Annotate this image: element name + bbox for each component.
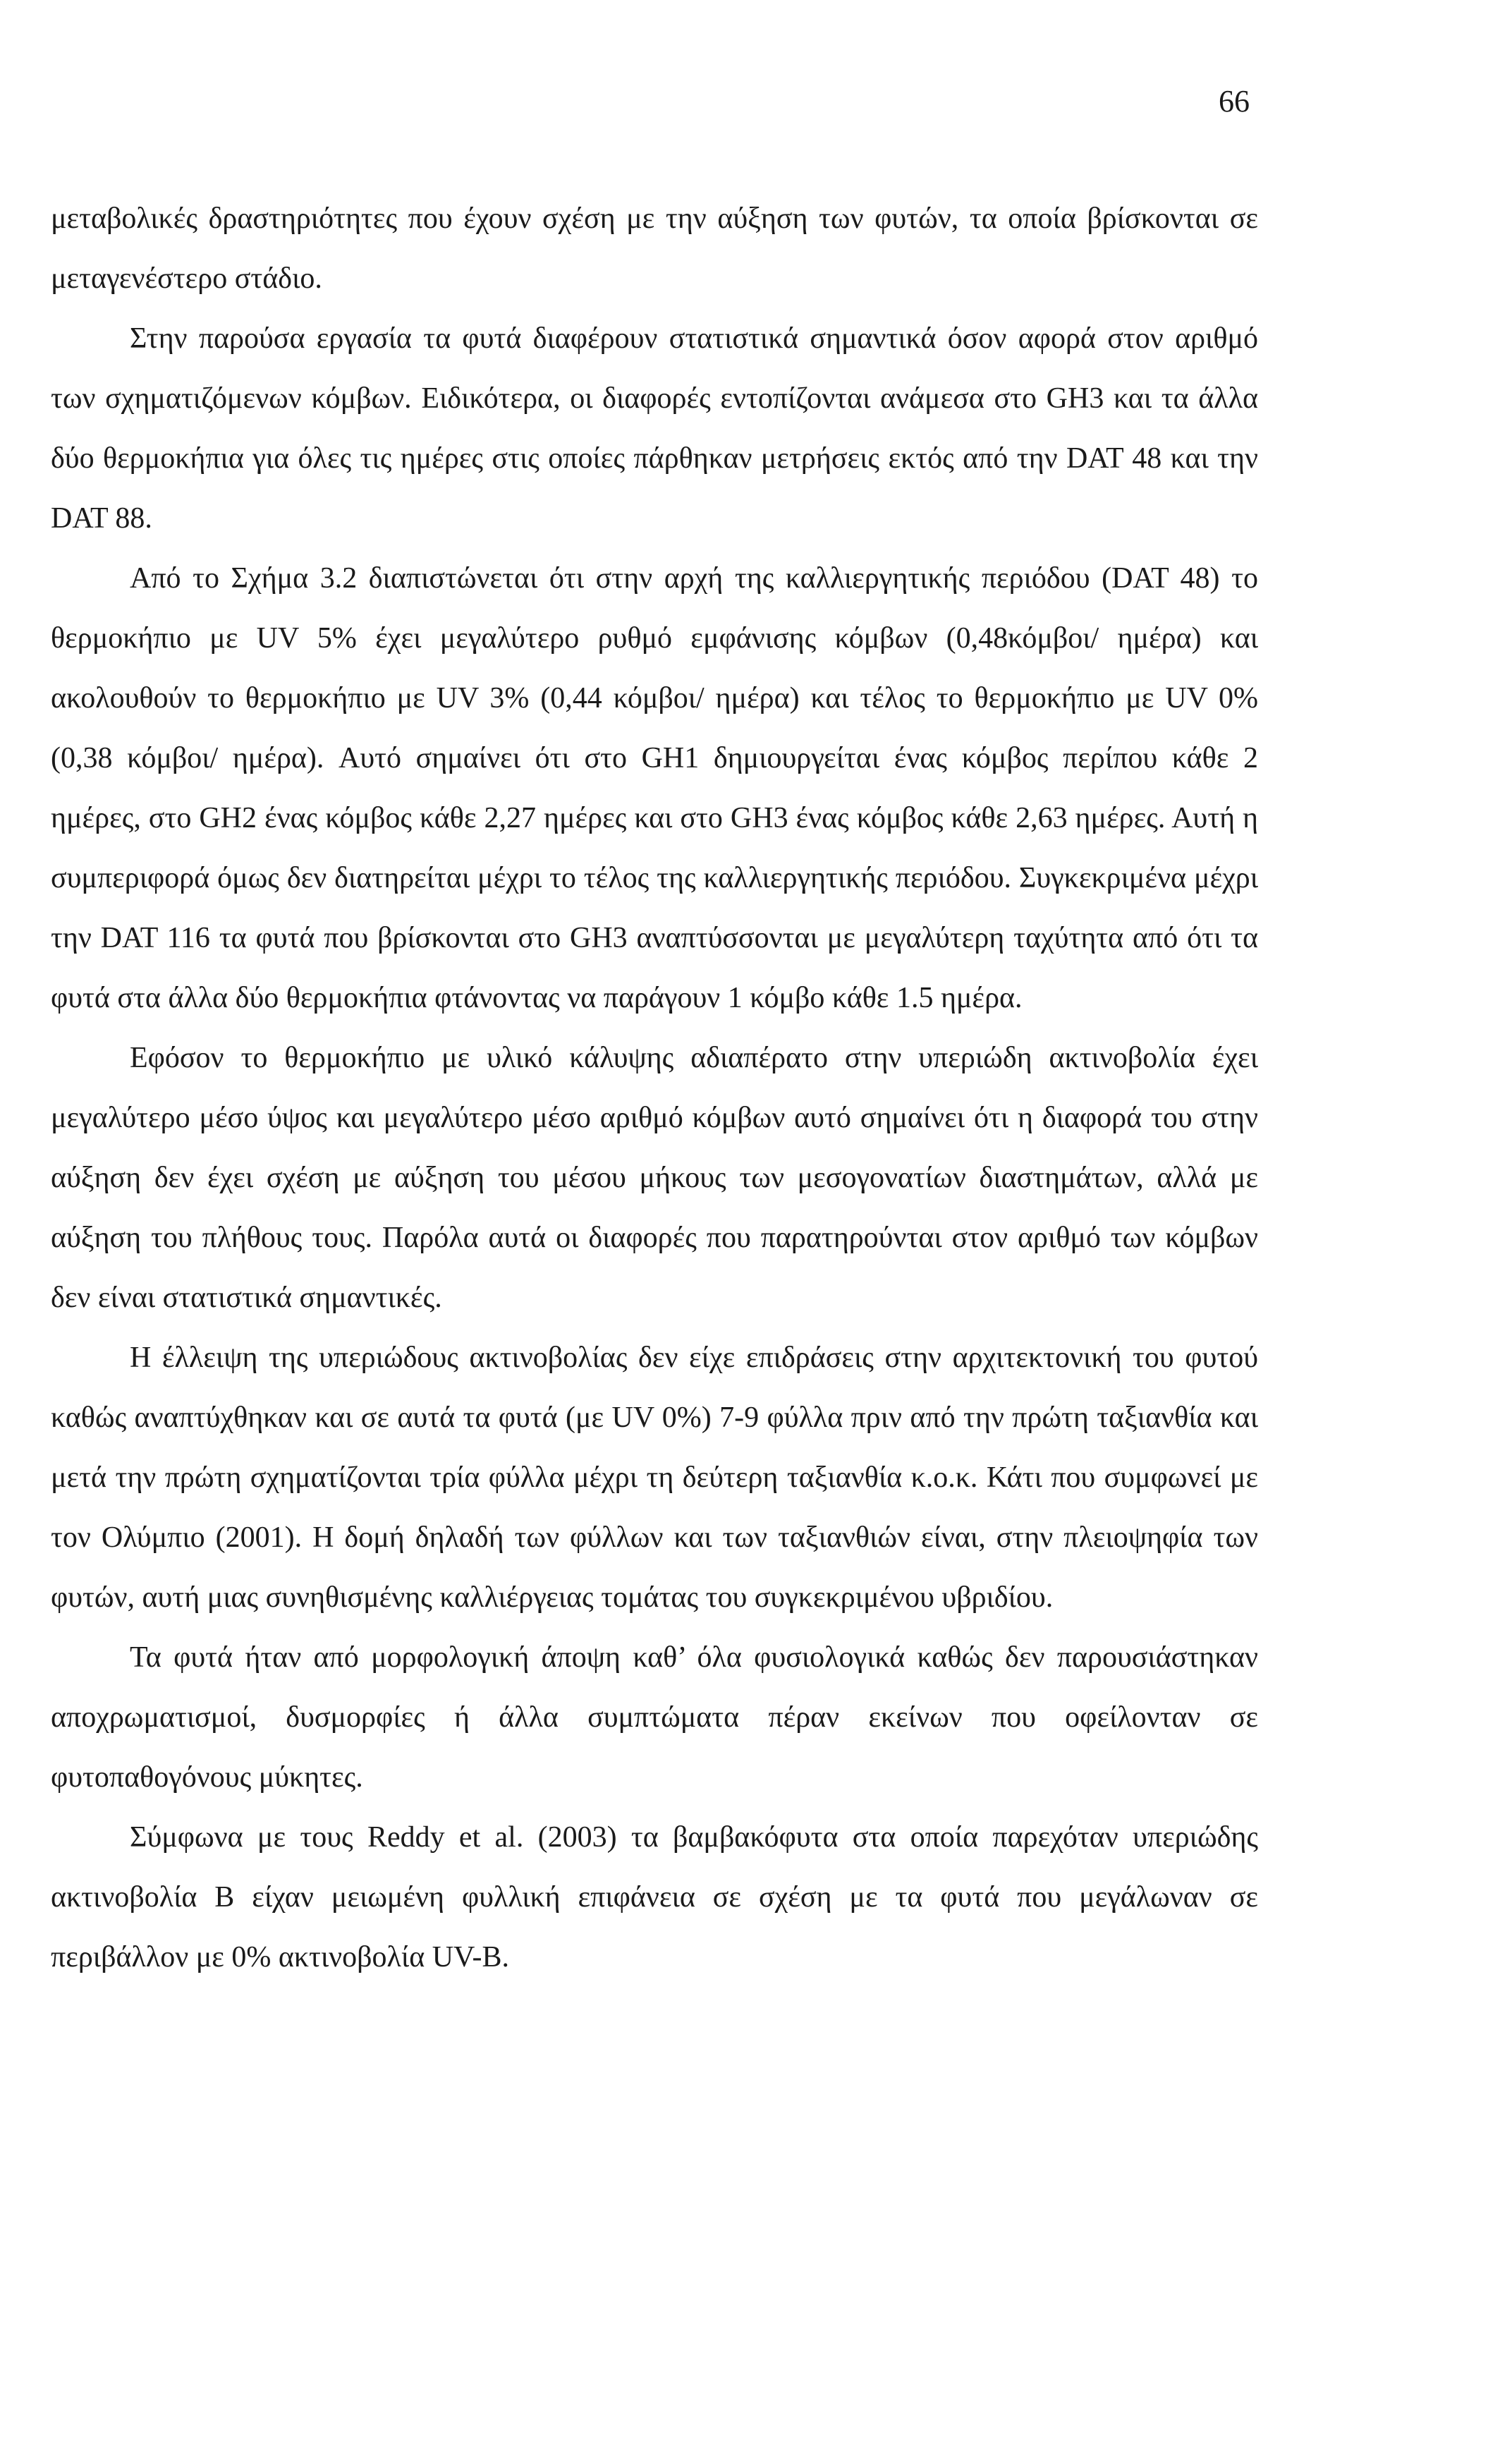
paragraph-3: Από το Σχήμα 3.2 διαπιστώνεται ότι στην αρχή της καλλιεργητικής περιόδου (DAT 48) το θερμοκήπιο με UV 5% έχει μεγαλύτερο ρυθμό εμφάνισης κόμβων (0,48κόμβοι/ ημέρα) και ακολουθούν το θερμοκήπιο με UV 3% (0,44 κόμβοι/ ημέρα) και τέλος το θερμοκήπιο με UV 0% (0,38 κόμβοι/ ημέρα). Αυτό σημαίνει ότι στο GH1 δημιουργείται ένας κόμβος περίπου κάθε 2 ημέρες, στο GH2 ένας κόμβος κάθε 2,27 ημέρες και στο GH3 ένας κόμβος κάθε 2,63 ημέρες. Αυτή η συμπεριφορά όμως δεν διατηρείται μέχρι το τέλος της καλλιεργητικής περιόδου. Συγκεκριμένα μέχρι την DAT 116 τα φυτά που βρίσκονται στο GH3 αναπτύσσονται με μεγαλύτερη ταχύτητα από ότι τα φυτά στα άλλα δύο θερμοκήπια φτάνοντας να παράγουν 1 κόμβο κάθε 1.5 ημέρα. [51,562,1258,1014]
paragraph-5: Η έλλειψη της υπεριώδους ακτινοβολίας δεν είχε επιδράσεις στην αρχιτεκτονική του φυτού καθώς αναπτύχθηκαν και σε αυτά τα φυτά (με UV 0%) 7-9 φύλλα πριν από την πρώτη ταξιανθία και μετά την πρώτη σχηματίζονται τρία φύλλα μέχρι τη δεύτερη ταξιανθία κ.ο.κ. Κάτι που συμφωνεί με τον Ολύμπιο (2001). Η δομή δηλαδή των φύλλων και των ταξιανθιών είναι, στην πλειοψηφία των φυτών, αυτή μιας συνηθισμένης καλλιέργειας τομάτας του συγκεκριμένου υβριδίου. [51,1342,1258,1614]
paragraph-1: μεταβολικές δραστηριότητες που έχουν σχέση με την αύξηση των φυτών, τα οποία βρίσκονται σε μεταγενέστερο στάδιο. [51,202,1258,295]
body-text [51,189,1258,1988]
page-number: 66 [1219,84,1250,118]
paragraph-4: Εφόσον το θερμοκήπιο με υλικό κάλυψης αδιαπέρατο στην υπεριώδη ακτινοβολία έχει μεγαλύτερο μέσο ύψος και μεγαλύτερο μέσο αριθμό κόμβων αυτό σημαίνει ότι η διαφορά του στην αύξηση δεν έχει σχέση με αύξηση του μέσου μήκους των μεσογονατίων διαστημάτων, αλλά με αύξηση του πλήθους τους. Παρόλα αυτά οι διαφορές που παρατηρούνται στον αριθμό των κόμβων δεν είναι στατιστικά σημαντικές. [51,1042,1258,1314]
paragraph-6: Τα φυτά ήταν από μορφολογική άποψη καθ’ όλα φυσιολογικά καθώς δεν παρουσιάστηκαν αποχρωματισμοί, δυσμορφίες ή άλλα συμπτώματα πέραν εκείνων που οφείλονταν σε φυτοπαθογόνους μύκητες. [51,1641,1258,1794]
paragraph-2: Στην παρούσα εργασία τα φυτά διαφέρουν στατιστικά σημαντικά όσον αφορά στον αριθμό των σχηματιζόμενων κόμβων. Ειδικότερα, οι διαφορές εντοπίζονται ανάμεσα στο GH3 και τα άλλα δύο θερμοκήπια για όλες τις ημέρες στις οποίες πάρθηκαν μετρήσεις εκτός από την DAT 48 και την DAT 88. [51,322,1258,535]
paragraph-7: Σύμφωνα με τους Reddy et al. (2003) τα βαμβακόφυτα στα οποία παρεχόταν υπεριώδης ακτινοβολία B είχαν μειωμένη φυλλική επιφάνεια σε σχέση με τα φυτά που μεγάλωναν σε περιβάλλον με 0% ακτινοβολία UV-B. [51,1821,1258,1973]
